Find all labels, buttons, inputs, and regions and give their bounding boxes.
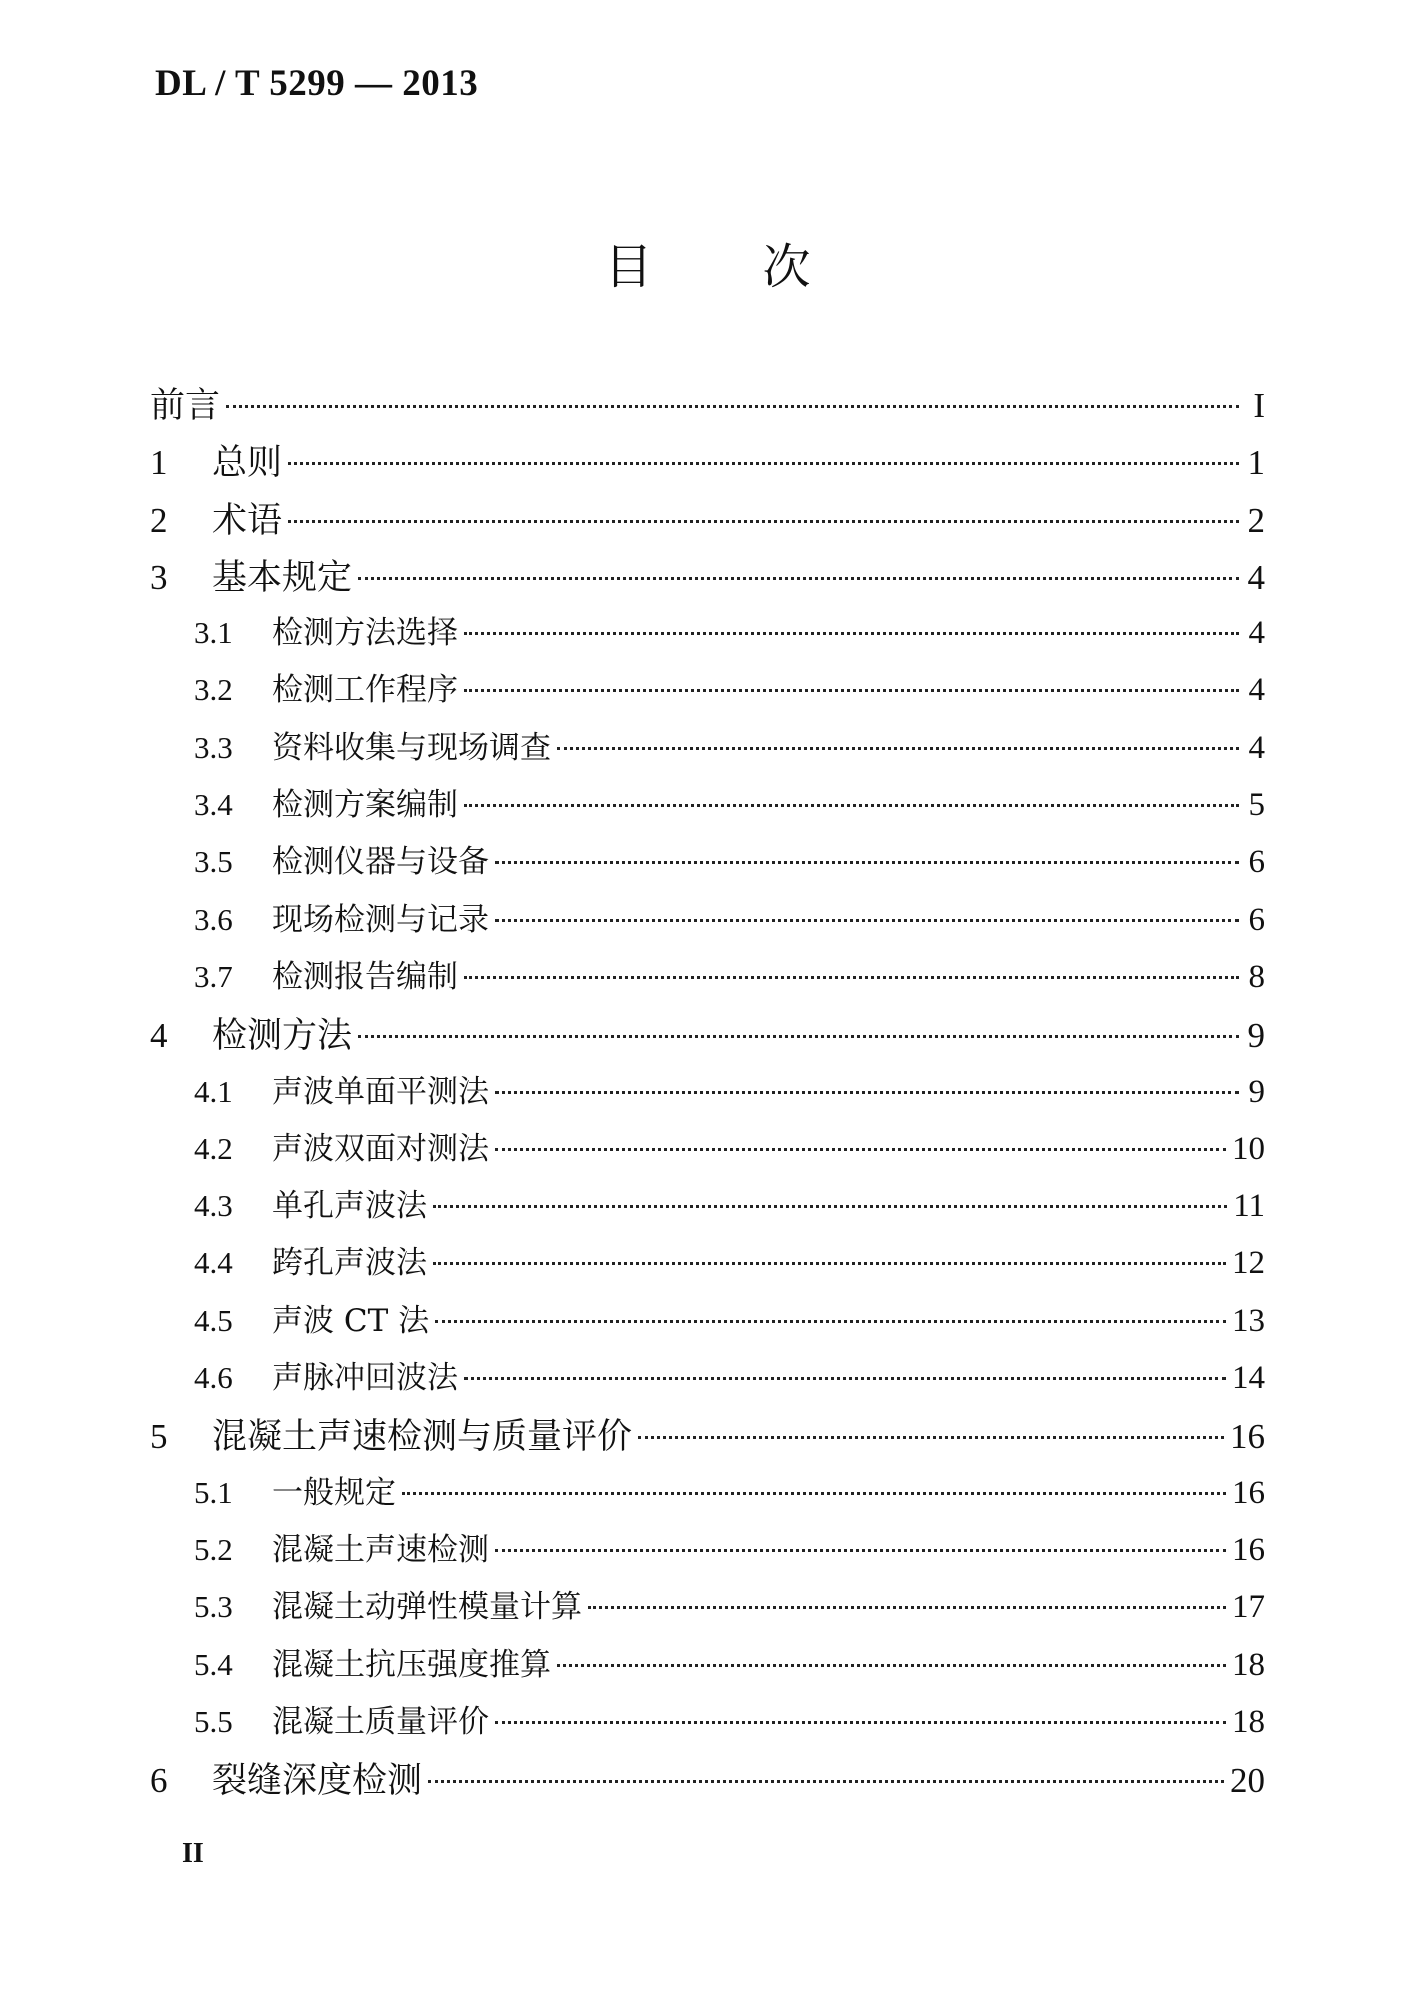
toc-entry-section[interactable] [150,836,1265,893]
toc-entry-label: 混凝土动弹性模量计算 [272,1589,582,1626]
toc-entry-section[interactable] [150,1123,1265,1180]
toc-dot-leader [495,1091,1239,1094]
toc-entry-page: 14 [1232,1360,1265,1397]
toc-entry-number: 3.1 [194,615,233,651]
toc-entry-page: 17 [1232,1589,1265,1626]
toc-entry-section[interactable] [150,1180,1265,1237]
toc-entry-label: 检测方法 [212,1016,353,1057]
toc-entry-label: 现场检测与记录 [272,901,489,938]
toc-entry-section[interactable] [150,951,1265,1008]
standard-code-header: DL / T 5299 — 2013 [155,63,479,104]
toc-entry-section[interactable] [150,1352,1265,1409]
toc-entry-number: 4.4 [194,1245,233,1281]
toc-entry-label: 混凝土声速检测与质量评价 [212,1417,633,1458]
toc-dot-leader [495,861,1239,864]
toc-entry-label: 资料收集与现场调查 [272,729,551,766]
toc-entry-page: 20 [1230,1761,1265,1801]
toc-entry-page: 9 [1248,1073,1265,1110]
toc-entry-page: 16 [1232,1474,1265,1511]
toc-entry-label: 混凝土抗压强度推算 [272,1646,551,1683]
toc-dot-leader [495,1148,1226,1151]
toc-entry-section[interactable] [150,1295,1265,1352]
toc-dot-leader [433,1205,1227,1208]
toc-entry-label: 单孔声波法 [272,1188,427,1225]
toc-entry-section[interactable] [150,779,1265,836]
toc-entry-page: 16 [1232,1531,1265,1568]
toc-entry-page: 4 [1247,557,1265,597]
toc-entry-number: 4.6 [194,1360,233,1396]
toc-entry-number: 4.5 [194,1302,233,1338]
toc-dot-leader [588,1606,1226,1609]
toc-entry-chapter[interactable] [150,1753,1265,1810]
toc-entry-page: 6 [1248,901,1265,938]
toc-dot-leader [435,1320,1226,1323]
toc-dot-leader [464,804,1239,807]
toc-entry-page: 13 [1232,1302,1265,1339]
toc-entry-number: 5.4 [194,1646,233,1682]
toc-entry-label: 声波双面对测法 [272,1130,489,1167]
toc-entry-chapter[interactable] [150,435,1265,492]
toc-dot-leader [464,689,1239,692]
toc-entry-section[interactable] [150,1696,1265,1753]
toc-entry-section[interactable] [150,664,1265,721]
toc-entry-number: 4.3 [194,1188,233,1224]
toc-dot-leader [464,632,1239,635]
toc-entry-label: 前言 [150,386,221,426]
toc-dot-leader [288,520,1239,523]
toc-entry-section[interactable] [150,722,1265,779]
toc-entry-page: 6 [1248,844,1265,881]
toc-dot-leader [495,919,1239,922]
toc-entry-section[interactable] [150,1581,1265,1638]
toc-entry-label: 检测方案编制 [272,787,458,824]
toc-entry-label: 检测仪器与设备 [272,844,489,881]
toc-entry-section[interactable] [150,607,1265,664]
toc-dot-leader [557,747,1239,750]
toc-dot-leader [358,577,1239,580]
toc-entry-section[interactable] [150,1467,1265,1524]
table-of-contents [150,378,1265,1810]
toc-entry-number: 3.3 [194,729,233,765]
toc-entry-chapter[interactable] [150,550,1265,607]
toc-entry-chapter[interactable] [150,1008,1265,1065]
toc-entry-number: 3 [150,557,168,597]
toc-dot-leader [464,1377,1226,1380]
toc-entry-label: 检测报告编制 [272,958,458,995]
toc-entry-label: 裂缝深度检测 [212,1761,423,1802]
toc-entry-page: 8 [1248,958,1265,995]
toc-entry-section[interactable] [150,1237,1265,1294]
toc-entry-page: 18 [1232,1703,1265,1740]
toc-entry-page: I [1253,386,1265,425]
toc-entry-number: 4.2 [194,1130,233,1166]
toc-entry-page: 12 [1232,1245,1265,1282]
toc-entry-number: 5.3 [194,1589,233,1625]
toc-dot-leader [358,1035,1239,1038]
toc-entry-number: 3.4 [194,787,233,823]
toc-entry-chapter[interactable] [150,493,1265,550]
toc-entry-page: 4 [1248,615,1265,652]
toc-dot-leader [226,405,1239,408]
toc-entry-number: 2 [150,500,168,540]
toc-dot-leader [428,1780,1224,1783]
toc-dot-leader [464,976,1239,979]
title-char-2: 次 [762,239,811,295]
toc-entry-page: 4 [1248,672,1265,709]
toc-dot-leader [638,1436,1224,1439]
toc-entry-label: 检测工作程序 [272,672,458,709]
page-number-footer: II [182,1838,204,1869]
toc-entry-section[interactable] [150,894,1265,951]
toc-entry-chapter[interactable] [150,1409,1265,1466]
toc-entry-label: 检测方法选择 [272,615,458,652]
toc-entry-number: 5.2 [194,1531,233,1567]
toc-entry-number: 3.5 [194,844,233,880]
toc-dot-leader [495,1549,1226,1552]
toc-entry-label: 基本规定 [212,557,353,598]
toc-entry-page: 5 [1248,787,1265,824]
toc-entry-number: 1 [150,443,168,483]
toc-entry-number: 3.6 [194,901,233,937]
toc-entry-page: 18 [1232,1646,1265,1683]
toc-entry-label: 跨孔声波法 [272,1245,427,1282]
toc-entry-label: 声波单面平测法 [272,1073,489,1110]
toc-entry-number: 5 [150,1417,168,1457]
toc-entry-label: 混凝土声速检测 [272,1531,489,1568]
toc-entry-number: 3.2 [194,672,233,708]
toc-entry-page: 9 [1247,1016,1265,1056]
toc-dot-leader [433,1262,1226,1265]
toc-dot-leader [288,462,1239,465]
page-title [0,228,1415,297]
toc-entry-page: 10 [1232,1130,1265,1167]
toc-dot-leader [402,1492,1226,1495]
toc-entry-number: 5.1 [194,1474,233,1510]
toc-entry-page: 1 [1247,443,1265,483]
toc-entry-page: 4 [1248,729,1265,766]
toc-entry-page: 2 [1247,500,1265,540]
toc-entry-label: 声脉冲回波法 [272,1360,458,1397]
toc-entry-number: 3.7 [194,958,233,994]
toc-entry-number: 6 [150,1761,168,1801]
toc-entry-chapter[interactable] [150,378,1265,435]
toc-entry-section[interactable] [150,1639,1265,1696]
toc-entry-label: 混凝土质量评价 [272,1703,489,1740]
toc-entry-label: 一般规定 [272,1474,396,1511]
title-char-1: 目 [604,239,653,295]
toc-entry-page: 11 [1233,1188,1265,1225]
toc-entry-number: 4 [150,1016,168,1056]
toc-entry-section[interactable] [150,1524,1265,1581]
toc-dot-leader [495,1721,1226,1724]
toc-entry-section[interactable] [150,1066,1265,1123]
toc-entry-number: 5.5 [194,1703,233,1739]
toc-dot-leader [557,1664,1226,1667]
toc-entry-label: 声波 CT 法 [272,1302,430,1339]
toc-entry-page: 16 [1230,1417,1265,1457]
toc-entry-number: 4.1 [194,1073,233,1109]
toc-entry-label: 总则 [212,443,283,484]
toc-entry-label: 术语 [212,500,283,541]
